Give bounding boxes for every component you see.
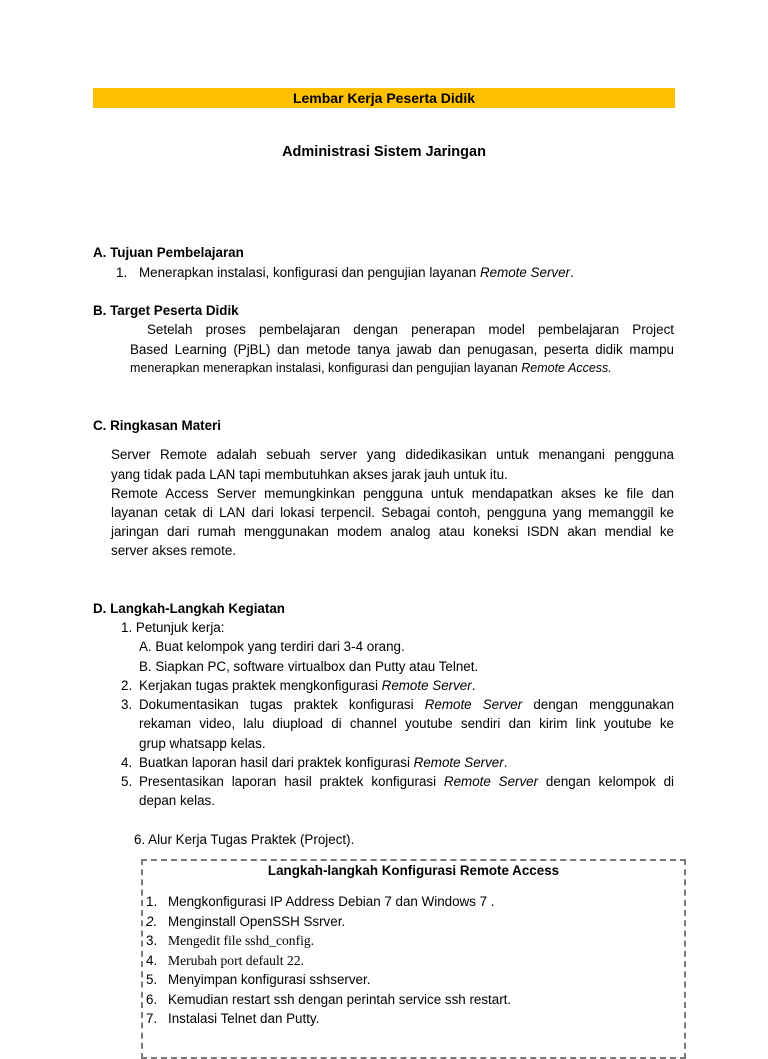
section-b-line-1: Setelah proses pembelajaran dengan penerapan model pembelajaran Project <box>147 322 674 337</box>
step-6 <box>146 990 511 1010</box>
section-d-item-5-line-2: depan kelas. <box>139 793 215 808</box>
step-number: 5. <box>146 972 158 987</box>
step-text: Instalasi Telnet dan Putty. <box>168 1011 320 1026</box>
section-d-item-3-line-2: rekaman video, lalu diupload di channel youtube sendiri dan kirim link youtube ke <box>139 716 674 731</box>
section-d-item-5-end: dengan kelompok di <box>538 774 675 789</box>
section-d-item-4 <box>139 755 507 770</box>
section-d-item-3-italic: Remote Server <box>424 697 523 712</box>
section-a-item-italic: Remote Server <box>479 265 570 280</box>
section-d-item-2-text: Kerjakan tugas praktek mengkonfigurasi <box>139 678 382 693</box>
configuration-steps-list <box>146 892 511 1029</box>
section-a-item <box>139 265 574 280</box>
section-d-item-1b: B. Siapkan PC, software virtualbox dan Putty atau Telnet. <box>139 659 479 674</box>
section-a-item-text: Menerapkan instalasi, konfigurasi dan pengujian layanan <box>139 265 480 280</box>
section-d-item-5-number: 5. <box>121 774 133 789</box>
step-7 <box>146 1009 511 1029</box>
section-d-item-3-line-3: grup whatsapp kelas. <box>139 736 266 751</box>
section-c-line-2: yang tidak pada LAN tapi membutuhkan akses jarak jauh untuk itu. <box>111 467 508 482</box>
page-subtitle: Administrasi Sistem Jaringan <box>282 144 486 160</box>
section-c-heading: C. Ringkasan Materi <box>93 418 221 433</box>
section-d-item-4-italic: Remote Server <box>413 755 504 770</box>
section-d-item-1a: A. Buat kelompok yang terdiri dari 3-4 orang. <box>139 639 405 654</box>
step-number: 2. <box>146 913 158 929</box>
step-text: Mengkonfigurasi IP Address Debian 7 dan Windows 7 . <box>168 894 495 909</box>
step-number: 7. <box>146 1011 158 1026</box>
section-b-heading: B. Target Peserta Didik <box>93 303 239 318</box>
step-text: Merubah port default 22. <box>168 952 304 968</box>
section-c-line-6: server akses remote. <box>111 543 237 558</box>
section-d-item-2-italic: Remote Server <box>381 678 472 693</box>
configuration-steps-title: Langkah-langkah Konfigurasi Remote Access <box>267 863 560 878</box>
section-d-item-3-number: 3. <box>121 697 133 712</box>
section-b-line-3 <box>130 361 612 375</box>
section-a-heading: A. Tujuan Pembelajaran <box>93 245 244 260</box>
section-d-heading: D. Langkah-Langkah Kegiatan <box>93 601 285 616</box>
step-number: 6. <box>146 991 158 1007</box>
section-d-item-5-text: Presentasikan laporan hasil praktek konfigurasi <box>139 774 444 789</box>
step-number: 1. <box>146 894 158 909</box>
step-2 <box>146 912 511 932</box>
section-a-item-number: 1. <box>116 265 128 280</box>
step-text: Kemudian restart ssh dengan perintah service ssh restart. <box>168 991 512 1007</box>
step-3 <box>146 931 511 951</box>
worksheet-banner: Lembar Kerja Peserta Didik <box>93 88 675 108</box>
section-d-item-3-line-1 <box>139 697 674 712</box>
section-d-item-6: 6. Alur Kerja Tugas Praktek (Project). <box>134 832 355 847</box>
section-d-item-3-text: Dokumentasikan tugas praktek konfigurasi <box>139 697 425 712</box>
section-d-item-4-end: . <box>503 755 508 770</box>
section-c-line-1: Server Remote adalah sebuah server yang didedikasikan untuk menangani pengguna <box>111 447 674 462</box>
section-d-item-3-end: dengan menggunakan <box>522 697 675 712</box>
step-number: 3. <box>146 933 158 948</box>
step-text: Menyimpan konfigurasi sshserver. <box>168 972 371 987</box>
section-c-line-5: jaringan dari rumah menggunakan modem analog atau koneksi ISDN akan mendial ke <box>111 524 674 539</box>
section-d-item-2-number: 2. <box>121 678 133 693</box>
step-5 <box>146 970 511 990</box>
section-d-item-2 <box>139 678 475 693</box>
section-c-line-4: layanan cetak di LAN dari lokasi terpencil. Sebagai contoh, pengguna yang memanggil ke <box>111 505 674 520</box>
section-d-item-5-italic: Remote Server <box>443 774 539 789</box>
section-d-item-4-number: 4. <box>121 755 133 770</box>
section-d-item-2-end: . <box>471 678 476 693</box>
step-1 <box>146 892 511 912</box>
section-b-line-3-italic: Remote Access. <box>521 361 612 375</box>
section-a-item-end: . <box>570 265 574 280</box>
section-d-item-1: 1. Petunjuk kerja: <box>121 620 225 635</box>
section-d-item-5-line-1 <box>139 774 674 789</box>
step-number: 4. <box>146 952 158 968</box>
section-b-line-3-text: menerapkan menerapkan instalasi, konfigurasi dan pengujian layanan <box>130 361 522 375</box>
step-4 <box>146 951 511 971</box>
section-c-line-3: Remote Access Server memungkinkan pengguna untuk mendapatkan akses ke file dan <box>111 486 674 501</box>
section-b-line-2: Based Learning (PjBL) dan metode tanya jawab dan penugasan, peserta didik mampu <box>130 342 674 357</box>
step-text: Mengedit file sshd_config. <box>168 933 315 948</box>
section-d-item-4-text: Buatkan laporan hasil dari praktek konfigurasi <box>139 755 414 770</box>
step-text: Menginstall OpenSSH Ssrver. <box>168 913 346 929</box>
